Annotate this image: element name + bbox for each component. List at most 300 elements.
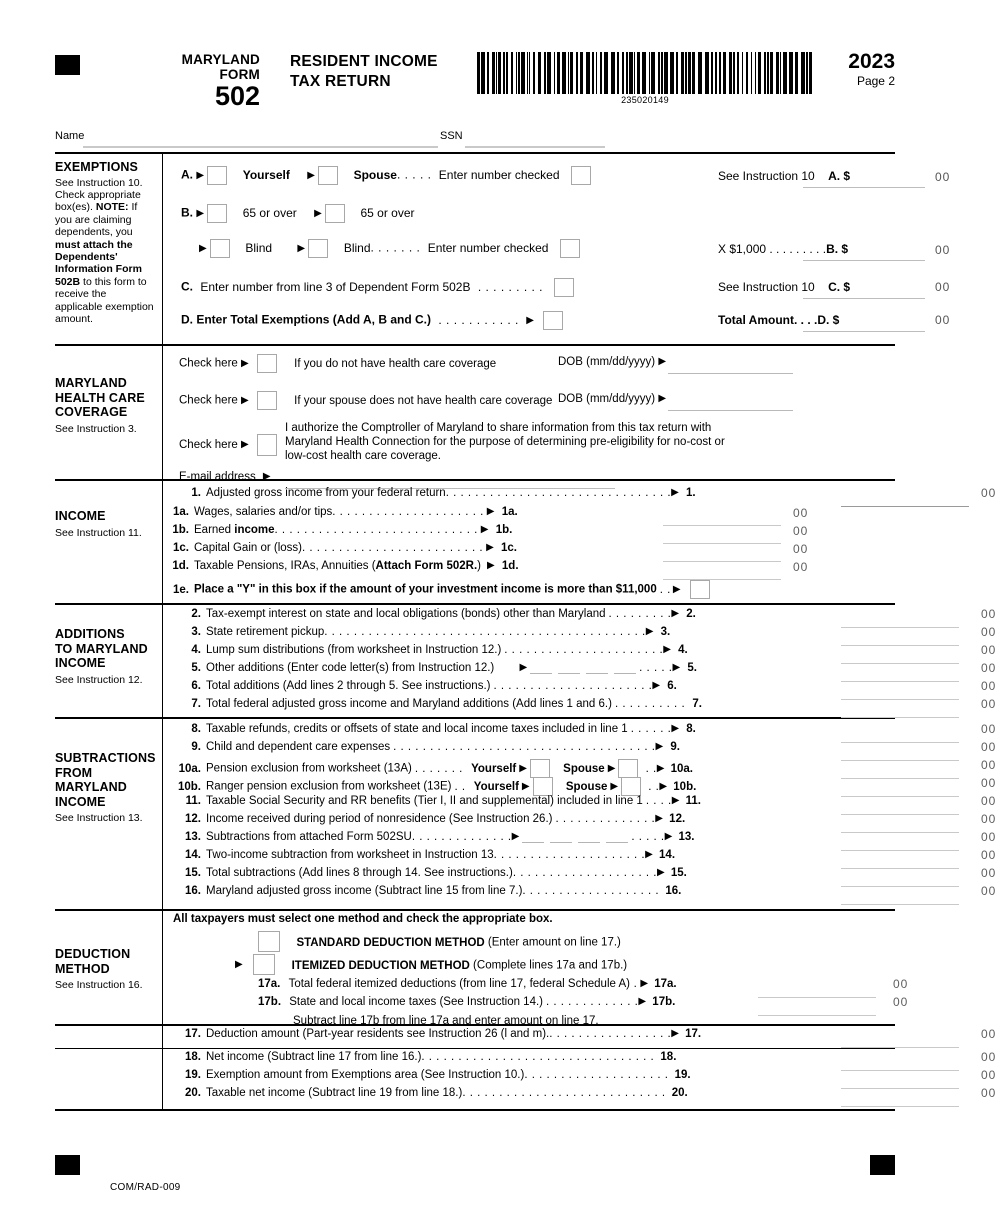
exemption-a-instruction: See Instruction 10 [718, 169, 815, 183]
line-dots: . . . . . . . . . . . . . . . . . . . . [524, 1069, 669, 1081]
line-row [163, 580, 710, 599]
line-right-number: 1b. [495, 524, 513, 536]
code-letter-blank[interactable] [522, 831, 544, 843]
pension-spouse-checkbox[interactable] [618, 759, 638, 778]
line-dots: . . . . . . . . . . . . . . . . . . . . . [493, 849, 646, 861]
subtractions-title-line1: SUBTRACTIONS [55, 751, 156, 765]
arrow-icon: ▶ [487, 559, 495, 571]
line-right-number: 14. [659, 849, 676, 861]
line-cents: 00 [981, 740, 996, 754]
line-cents: 00 [981, 486, 996, 500]
exemption-d-total-box[interactable] [543, 311, 563, 330]
exemption-c-count-box[interactable] [554, 278, 574, 297]
line-right-number: 1c. [500, 542, 517, 554]
line-amount-input[interactable] [841, 505, 969, 507]
line-number: 9. [191, 741, 201, 753]
subtractions-sidebar [55, 719, 163, 909]
arrow-icon: ▶ [645, 848, 653, 860]
deduction-subtract-note: Subtract line 17b from line 17a and enter amount on line 17. [293, 1015, 599, 1027]
health-dob-self [558, 356, 666, 368]
line-right-number: 1d. [501, 560, 519, 572]
line-dots: . . . . [645, 795, 672, 807]
deduction-sidebar [55, 911, 163, 1024]
line-amount-input[interactable] [841, 1046, 959, 1048]
form-body [55, 152, 996, 1111]
line-right-number: 13. [678, 831, 695, 843]
line-right-number: 7. [692, 698, 702, 710]
line-dots: . . . . . . . . . [608, 608, 672, 620]
health-dob-spouse [558, 393, 666, 405]
arrow-icon: ▶ [235, 958, 243, 970]
header-form-word: FORM [219, 67, 260, 82]
code-letter-blank[interactable] [614, 662, 636, 674]
deduction-content [163, 911, 909, 1027]
health-dob-self-input[interactable] [668, 372, 793, 374]
line-right-number: 18. [660, 1051, 677, 1063]
arrow-icon: ▶ [262, 470, 271, 482]
line-text: Capital Gain or (loss) [194, 542, 303, 554]
line-row [175, 644, 875, 663]
arrow-icon: ▶ [486, 541, 494, 553]
line-right-number: 11. [685, 795, 701, 807]
line-dots: . . . . . . . . . . . . . . . . . . . [522, 885, 660, 897]
ranger-yourself-checkbox[interactable] [533, 777, 553, 796]
code-letter-blank[interactable] [550, 831, 572, 843]
health-authorize-checkbox[interactable] [257, 434, 277, 456]
page-title [290, 52, 438, 92]
line-text: Place a "Y" in this box if the amount of your investment income is more than $11,000 [194, 583, 657, 596]
exemption-row-d [181, 311, 563, 330]
line-number: 1e. [173, 583, 189, 596]
line-dots: . . . . . . . . . . . . . . . . . . . . . [332, 506, 484, 518]
line-amount-input[interactable] [663, 542, 781, 544]
exemption-a-letter: A. [181, 167, 193, 182]
health-title-line1: MARYLAND [55, 376, 127, 390]
subtractions-title-line3: MARYLAND [55, 780, 127, 794]
header-form-number: 502 [214, 81, 260, 111]
ranger-spouse-checkbox[interactable] [621, 777, 641, 796]
section-line-17 [55, 1026, 996, 1049]
exemptions-instructions [55, 177, 156, 326]
line-cents: 00 [981, 679, 996, 693]
line17-content [163, 1026, 996, 1048]
code-letter-blank[interactable] [578, 831, 600, 843]
health-dob-spouse-label: DOB (mm/dd/yyyy) [558, 393, 656, 405]
line-right-number: 10a. [670, 762, 693, 775]
exemption-c-amount-label: C. $ [828, 280, 851, 294]
line-cents: 00 [981, 1027, 996, 1041]
exemption-row-b [181, 204, 415, 223]
exemption-b-amount-label: B. $ [826, 242, 849, 256]
line-row [175, 680, 875, 699]
arrow-icon: ▶ [196, 207, 205, 219]
health-title [55, 376, 156, 420]
registration-mark-bottom-left [55, 1155, 80, 1175]
line-dots: . . . . . . . . . . [614, 698, 686, 710]
exemption-d-total-label: Total Amount. . . . [718, 313, 818, 327]
exemption-a-spouse-checkbox[interactable] [318, 166, 338, 185]
line-text-after: ) [477, 560, 481, 572]
arrow-icon: ▶ [671, 1027, 679, 1039]
code-letter-blank[interactable] [606, 831, 628, 843]
name-label: Name [55, 130, 85, 142]
health-title-line3: COVERAGE [55, 405, 128, 419]
exemption-c-right [718, 280, 850, 294]
arrow-icon: ▶ [241, 357, 249, 369]
arrow-icon: ▶ [511, 830, 520, 842]
line-row [175, 813, 915, 832]
arrow-icon: ▶ [671, 722, 680, 734]
arrow-icon: ▶ [655, 740, 664, 752]
line-number: 4. [191, 644, 201, 656]
additions-title-line2: TO MARYLAND [55, 641, 148, 656]
health-self-text: If you do not have health care coverage [294, 357, 497, 370]
line-text: Income received during period of nonresidence (See Instruction 26.) [206, 813, 553, 825]
header-state-label: MARYLAND [181, 52, 260, 67]
section-health-care [55, 346, 895, 481]
final-content [163, 1049, 996, 1109]
subtractions-title [55, 751, 156, 809]
line-row [175, 795, 915, 814]
line-amount-input[interactable] [841, 1105, 959, 1107]
health-authorize-line3: low-cost health care coverage. [285, 450, 441, 462]
line-tail-dots: . . [648, 780, 660, 793]
ranger-yourself-label: Yourself [473, 780, 519, 793]
line-dots: . . . . . . . . . . . . . . . . . . . . . . . . . . . . . . . . [421, 1051, 655, 1063]
line-row [258, 978, 677, 997]
subtractions-title-line4: INCOME [55, 794, 106, 809]
pension-yourself-checkbox[interactable] [530, 759, 550, 778]
line-cents: 00 [793, 506, 809, 520]
itemized-deduction-hint: (Complete lines 17a and 17b.) [469, 959, 628, 972]
line-cents: 00 [981, 830, 996, 844]
line-cents: 00 [981, 661, 996, 675]
line-right-number: 1a. [501, 506, 518, 518]
line-tail-dots: . . [645, 762, 657, 775]
standard-deduction-hint: (Enter amount on line 17.) [484, 936, 621, 949]
arrow-icon: ▶ [671, 794, 680, 806]
line-row [163, 542, 517, 561]
registration-mark-bottom-right [870, 1155, 895, 1175]
line-right-number: 6. [667, 680, 677, 692]
line-dots: . . . . . . . . . . . . . . . . . . . . . . . . . [302, 542, 484, 554]
line-row [163, 506, 518, 525]
arrow-icon: ▶ [658, 355, 667, 367]
code-letter-blank[interactable] [586, 662, 608, 674]
line-number: 17. [185, 1028, 201, 1040]
exemption-blind-yourself-checkbox[interactable] [210, 239, 230, 258]
line-text: Subtractions from attached Form 502SU [206, 831, 412, 843]
line-right-number: 12. [669, 813, 686, 825]
line-dots: . . . . . . [630, 723, 672, 735]
itemized-deduction-label: ITEMIZED DEDUCTION METHOD [291, 959, 470, 972]
exemption-b-count-box[interactable] [560, 239, 580, 258]
line-cents: 00 [981, 794, 996, 808]
line-right-number: 3. [660, 626, 671, 638]
exemption-b-spouse-checkbox[interactable] [325, 204, 345, 223]
section-additions [55, 605, 996, 719]
line-dots: . . . . . . . [414, 762, 463, 775]
section-exemptions [55, 154, 951, 346]
line-text: Net income (Subtract line 17 from line 16.) [206, 1051, 422, 1063]
exemption-b-spouse-label: 65 or over [360, 205, 415, 220]
arrow-icon: ▶ [521, 780, 530, 792]
line-row [175, 723, 895, 742]
ranger-spouse-label: Spouse [565, 780, 608, 793]
line-text: Tax-exempt interest on state and local obligations (bonds) other than Maryland [206, 608, 606, 620]
exemption-blind-dots: . . . . . . . [370, 240, 421, 255]
line-text: Exemption amount from Exemptions area (See Instruction 10.) [206, 1069, 525, 1081]
line-text: Total subtractions (Add lines 8 through 14. See instructions.) [206, 867, 513, 879]
ssn-input-rule[interactable] [465, 146, 605, 148]
arrow-icon: ▶ [645, 625, 654, 637]
exemption-a-dots: . . . . . [396, 167, 432, 182]
exemption-d-right [718, 313, 839, 327]
exemptions-instr-1: See Instruction 10. [55, 176, 143, 189]
line-dots: . . . . . . . . . . . . . . . . . . . . . . . . . . . . . . . . . . . . . . . . . . . . [324, 626, 646, 638]
exemption-blind-enter-label: Enter number checked [427, 240, 549, 255]
line-right-number: 17. [685, 1028, 702, 1040]
health-title-line2: HEALTH CARE [55, 390, 145, 405]
exemptions-title: EXEMPTIONS [55, 160, 138, 174]
line-right-number: 10b. [673, 780, 697, 793]
line-amount-input[interactable] [663, 560, 781, 562]
exemptions-note-label: NOTE: [95, 201, 129, 214]
line-text: Other additions (Enter code letter(s) from Instruction 12.) [206, 662, 495, 674]
health-check-here-1: Check here [179, 357, 238, 370]
header-state-form [115, 52, 260, 82]
line-text: Total federal itemized deductions (from line 17, federal Schedule A) [288, 978, 630, 990]
line-amount-input[interactable] [663, 524, 781, 526]
exemption-c-instruction: See Instruction 10 [718, 280, 815, 294]
line-text: Taxable net income (Subtract line 19 from line 18.) [206, 1087, 463, 1099]
investment-income-box[interactable] [690, 580, 710, 599]
exemption-c-letter: C. [181, 279, 193, 294]
line-number: 2. [191, 608, 201, 620]
arrow-icon: ▶ [610, 780, 619, 792]
health-row-authorize-label [179, 434, 277, 456]
standard-deduction-checkbox[interactable] [258, 931, 280, 952]
name-input-rule[interactable] [83, 146, 438, 148]
health-self-checkbox[interactable] [257, 354, 277, 373]
itemized-deduction-row [235, 954, 627, 975]
deduction-header-text: All taxpayers must select one method and check the appropriate box. [173, 913, 553, 925]
additions-instruction: See Instruction 12. [55, 673, 143, 686]
exemptions-note-tail: to this form to receive the applicable exemption amount. [55, 275, 154, 325]
line-row [163, 524, 512, 543]
arrow-icon: ▶ [659, 780, 668, 792]
line-cents: 00 [981, 607, 996, 621]
line-cents: 00 [981, 776, 996, 790]
line-dots: . . . . . . . . . . . . . . . . . . . . . . . . . . . . [462, 1087, 666, 1099]
line-number: 10b. [177, 780, 201, 793]
line-number: 18. [185, 1051, 201, 1063]
code-letter-blank[interactable] [530, 662, 552, 674]
line-right-number: 17b. [652, 996, 676, 1008]
income-sidebar [55, 481, 163, 603]
exemption-d-amount-input[interactable] [803, 330, 925, 332]
line-text: Total federal adjusted gross income and Maryland additions (Add lines 1 and 6.) [206, 698, 612, 710]
line-number: 1. [191, 487, 201, 499]
line-number: 13. [185, 831, 201, 843]
line-row [175, 867, 915, 886]
itemized-deduction-checkbox[interactable] [253, 954, 275, 975]
code-letter-blank[interactable] [558, 662, 580, 674]
line-row [175, 487, 875, 506]
line-dots: . . . . . . . . . . . . . . . . . . . . . . . . . . . . [274, 524, 478, 536]
line-number: 6. [191, 680, 201, 692]
arrow-icon: ▶ [526, 314, 534, 326]
line-row [163, 560, 519, 579]
line-number: 1d. [172, 560, 189, 572]
exemption-a-count-box[interactable] [571, 166, 591, 185]
arrow-icon: ▶ [519, 762, 527, 774]
line-dots: . [629, 978, 638, 990]
health-spouse-checkbox[interactable] [257, 391, 277, 410]
line-number: 14. [185, 849, 201, 861]
line-amount-input[interactable] [841, 716, 959, 718]
line-right-number: 1. [686, 487, 696, 499]
barcode-area [475, 52, 815, 105]
line-text-bold: income [234, 524, 275, 536]
line-number: 1c. [173, 542, 189, 554]
form-header [55, 48, 895, 120]
exemption-b-yourself-checkbox[interactable] [207, 204, 227, 223]
arrow-icon: ▶ [314, 207, 322, 219]
exemption-a-yourself-checkbox[interactable] [207, 166, 227, 185]
subtractions-instruction: See Instruction 13. [55, 812, 143, 824]
exemption-a-enter-label: Enter number checked [438, 167, 560, 182]
health-dob-self-label: DOB (mm/dd/yyyy) [558, 356, 656, 368]
tax-year: 2023 [848, 50, 895, 73]
deduction-title-line1: DEDUCTION [55, 947, 131, 961]
exemptions-instr-2: Check appropriate [55, 188, 141, 201]
health-authorize-line2: Maryland Health Connection for the purpose of determining pre-eligibility for no-cost or [285, 436, 725, 448]
exemption-d-dots: . . . . . . . . . . . [438, 312, 519, 327]
line-row [175, 885, 915, 904]
line-dots: . . . . . . . . . . . . . . . . . [549, 1028, 672, 1040]
arrow-icon: ▶ [672, 661, 681, 673]
exemption-b-multiplier: X $1,000 . . . . . . . . . [718, 242, 827, 256]
line-cents: 00 [893, 995, 909, 1009]
line-cents: 00 [981, 848, 996, 862]
exemption-b-letter: B. [181, 205, 193, 220]
exemption-b-amount-input[interactable] [803, 259, 925, 261]
health-row-self [179, 354, 496, 373]
exemption-a-yourself-label: Yourself [242, 167, 290, 182]
health-sidebar [55, 346, 163, 479]
income-title: INCOME [55, 509, 106, 523]
line-dots: . . . . . . . . . . . . . [546, 996, 639, 1008]
additions-title-line3: INCOME [55, 656, 106, 670]
line-number: 19. [185, 1069, 201, 1081]
exemption-a-amount-input[interactable] [803, 186, 925, 188]
arrow-icon: ▶ [640, 977, 649, 989]
line-row [175, 662, 875, 681]
line-cents: 00 [981, 1050, 996, 1064]
exemption-a-spouse-label: Spouse [353, 167, 397, 182]
exemptions-note-text: If you are claiming dependents, you [55, 201, 138, 239]
line-text: Taxable Social Security and RR benefits (Tier I, II and supplemental) included in line 1 [206, 795, 643, 807]
exemption-d-text: D. Enter Total Exemptions (Add A, B and C.) [181, 312, 432, 327]
line-number: 16. [185, 885, 201, 897]
line-amount-input[interactable] [758, 1014, 876, 1016]
line-cents: 00 [981, 722, 996, 736]
line-text: Total additions (Add lines 2 through 5. See instructions.) [206, 680, 491, 692]
exemptions-instr-3: box(es). [55, 201, 93, 214]
line-right-number: 15. [670, 867, 687, 879]
line-dots: . . . . . . . . . . . . . . [555, 813, 656, 825]
section-subtractions [55, 719, 996, 911]
line-cents: 00 [893, 977, 909, 991]
line-number: 1a. [173, 506, 189, 518]
line-amount-input[interactable] [758, 996, 876, 998]
exemption-row-blind [199, 239, 580, 258]
line-text-bold: Attach Form 502R. [375, 560, 478, 572]
health-check-here-3: Check here [179, 439, 238, 452]
deduction-instruction: See Instruction 16. [55, 979, 143, 991]
health-content [163, 346, 895, 483]
arrow-icon: ▶ [671, 607, 680, 619]
line-right-number: 8. [686, 723, 696, 735]
exemptions-note-attach: must attach the Dependents' Information Form 502B [55, 238, 142, 288]
line-right-number: 19. [674, 1069, 691, 1081]
line-amount-input[interactable] [841, 903, 959, 905]
line-row [258, 996, 675, 1015]
line-text: Child and dependent care expenses [206, 741, 391, 753]
line-text-plain: Earned [194, 524, 235, 536]
arrow-icon: ▶ [664, 830, 673, 842]
income-instruction: See Instruction 11. [55, 526, 142, 539]
arrow-icon: ▶ [241, 439, 249, 450]
arrow-icon: ▶ [519, 661, 528, 673]
arrow-icon: ▶ [658, 392, 667, 404]
line-text: Wages, salaries and/or tips [194, 506, 333, 518]
ssn-label: SSN [440, 130, 463, 142]
line-text: Two-income subtraction from worksheet in Instruction 13 [206, 849, 494, 861]
page-title-line1: RESIDENT INCOME [290, 53, 438, 70]
line-row [175, 608, 875, 627]
arrow-icon: ▶ [638, 995, 647, 1007]
line-row [175, 741, 895, 760]
line-cents: 00 [981, 643, 996, 657]
line-right-number: 4. [678, 644, 688, 656]
line-right-number: 20. [671, 1087, 688, 1099]
line-right-number: 16. [665, 885, 682, 897]
line17-sidebar-spacer [55, 1026, 163, 1048]
line-number: 17b. [258, 996, 282, 1008]
exemption-d-amount-label: D. $ [817, 313, 840, 327]
line-cents: 00 [793, 542, 809, 556]
line-right-number: 5. [687, 662, 697, 674]
page-number-label: Page 2 [856, 74, 895, 88]
section-income [55, 481, 996, 605]
line-text: State and local income taxes (See Instruction 14.) [289, 996, 543, 1008]
arrow-icon: ▶ [241, 394, 249, 406]
exemption-c-amount-input[interactable] [803, 297, 925, 299]
health-dob-spouse-input[interactable] [668, 409, 793, 411]
line-text: State retirement pickup [206, 626, 325, 638]
exemption-c-cents: 00 [935, 280, 951, 294]
exemption-c-dots: . . . . . . . . . [477, 279, 544, 294]
line-row [175, 1087, 915, 1106]
arrow-icon: ▶ [486, 505, 495, 517]
line-row [175, 626, 875, 645]
line-cents: 00 [981, 866, 996, 880]
exemption-blind-spouse-checkbox[interactable] [308, 239, 328, 258]
exemption-a-cents: 00 [935, 170, 951, 184]
line-number: 11. [185, 795, 201, 807]
